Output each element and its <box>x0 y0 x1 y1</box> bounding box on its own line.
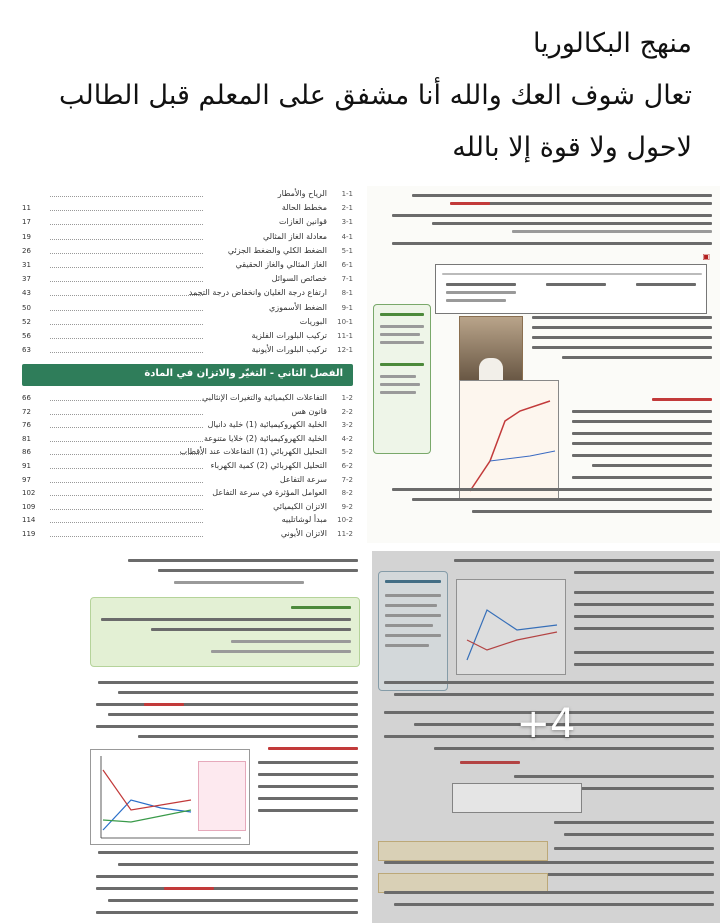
phase-curve <box>460 381 560 501</box>
toc-row <box>22 231 353 245</box>
toc-row-page: 97 <box>22 475 31 484</box>
toc-row-title: تركيب البلورات الأيونية <box>251 345 327 355</box>
toc-leader-dots <box>50 482 203 483</box>
toc-leader-dots <box>50 414 203 415</box>
toc-leader-dots <box>50 338 203 339</box>
photo-textbook-page-forces[interactable] <box>86 551 364 923</box>
toc-row <box>22 487 353 501</box>
toc-row <box>22 344 353 358</box>
photo-more-images[interactable] <box>372 551 720 923</box>
toc-leader-dots <box>50 239 203 240</box>
toc-row <box>22 188 353 202</box>
toc-row-page: 19 <box>22 232 31 241</box>
group-labels <box>198 761 246 831</box>
post-line-1: منهج البكالوريا <box>532 28 692 59</box>
toc-leader-dots <box>50 210 203 211</box>
toc-row <box>22 446 353 460</box>
toc-leader-dots <box>50 310 203 311</box>
toc-row-page: 86 <box>22 448 31 457</box>
toc-row-page: 91 <box>22 462 31 470</box>
toc-row-page: 114 <box>22 516 36 525</box>
toc-row <box>22 259 353 273</box>
toc-leader-dots <box>50 509 203 510</box>
toc-row <box>22 419 353 433</box>
toc-row-number: 1-1 <box>341 190 353 198</box>
toc-leader-dots <box>50 400 203 401</box>
toc-row-number: 2-1 <box>341 204 353 213</box>
toc-row <box>22 392 353 406</box>
toc-row-title: الاتزان الكيميائي <box>273 501 327 511</box>
toc-row-number: 11-1 <box>337 332 353 340</box>
toc-row-page: 50 <box>22 303 31 312</box>
toc-row-title: الخلية الكهروكيميائية (2) خلايا متنوعة <box>203 433 327 443</box>
toc-row <box>22 316 353 330</box>
toc-row-page: 56 <box>22 332 31 340</box>
toc-row <box>22 474 353 488</box>
more-images-count[interactable]: +4 <box>516 701 576 747</box>
toc-row-title: خصائص السوائل <box>271 274 327 284</box>
toc-row-number: 3-1 <box>341 218 353 227</box>
photo-gallery <box>0 186 720 923</box>
toc-row-number: 1-2 <box>341 394 353 402</box>
toc-row-number: 8-1 <box>341 289 353 298</box>
toc-row-number: 4-1 <box>341 232 353 241</box>
toc-row-title: قوانين الغازات <box>278 217 327 227</box>
toc-row-title: الرياح والأمطار <box>277 189 327 198</box>
toc-row-title: التفاعلات الكيميائية والتغيرات الإنثالبي <box>202 393 327 402</box>
toc-row <box>22 460 353 474</box>
toc-row-number: 10-2 <box>337 516 353 525</box>
toc-row <box>22 216 353 230</box>
toc-row-title: معادلة الغاز المثالي <box>262 231 327 241</box>
think-box <box>90 597 360 667</box>
toc-row <box>22 202 353 216</box>
toc-leader-dots <box>50 495 203 496</box>
toc-row-page: 102 <box>22 489 36 498</box>
toc-row-page: 81 <box>22 434 31 443</box>
chapter-heading: الفصل الثاني - التغيّر والاتزان في المادة <box>22 364 353 386</box>
toc-row-title: قانون هس <box>291 406 327 416</box>
toc-row-page: 76 <box>22 421 31 430</box>
toc-row-number: 7-2 <box>341 475 353 484</box>
post-line-3: لاحول ولا قوة إلا بالله <box>452 132 692 163</box>
equation-box-heading: ▣ <box>702 252 710 261</box>
toc-row <box>22 245 353 259</box>
toc-row-page: 31 <box>22 261 31 269</box>
toc-row <box>22 302 353 316</box>
toc-leader-dots <box>50 441 203 442</box>
toc-row-number: 10-1 <box>337 317 353 326</box>
toc-row <box>22 501 353 515</box>
toc-row-number: 5-2 <box>341 448 353 457</box>
toc-row-number: 4-2 <box>341 434 353 443</box>
toc-row-title: مخطط الحالة <box>281 203 327 213</box>
toc-row-number: 9-1 <box>341 303 353 312</box>
sidebar-box <box>373 304 431 454</box>
toc-row-title: الخلية الكهروكيميائية (1) خلية دانيال <box>207 420 327 430</box>
photo-textbook-page-temperature[interactable] <box>367 186 720 543</box>
toc-row-title: التحليل الكهربائي (1) التفاعلات عند الأقطاب <box>179 447 327 457</box>
toc-leader-dots <box>50 224 203 225</box>
toc-row-number: 6-2 <box>341 462 353 470</box>
toc-row-page: 26 <box>22 246 31 255</box>
toc-row-page: 17 <box>22 218 31 227</box>
toc-row <box>22 273 353 287</box>
toc-leader-dots <box>50 536 203 537</box>
post-text <box>32 18 692 174</box>
toc-row-page: 109 <box>22 502 36 511</box>
toc-row-title: الاتزان الأيوني <box>280 529 327 538</box>
toc-row-page: 119 <box>22 530 36 538</box>
toc-leader-dots <box>50 295 203 296</box>
toc-row <box>22 514 353 528</box>
toc-leader-dots <box>50 427 203 428</box>
toc-row-number: 6-1 <box>341 261 353 269</box>
toc-leader-dots <box>50 267 203 268</box>
toc-leader-dots <box>50 196 203 197</box>
toc-row-title: العوامل المؤثرة في سرعة التفاعل <box>212 488 327 498</box>
toc-row <box>22 406 353 420</box>
toc-row-number: 7-1 <box>341 275 353 284</box>
toc-row-page: 63 <box>22 346 31 355</box>
toc-row <box>22 287 353 301</box>
toc-row-number: 12-1 <box>337 346 353 355</box>
toc-leader-dots <box>50 522 203 523</box>
toc-row-number: 9-2 <box>341 502 353 511</box>
toc-row-title: الضغط الكلي والضغط الجزئي <box>227 245 327 255</box>
toc-row-title: الغاز المثالي والغاز الحقيقي <box>235 260 327 269</box>
toc-row-page: 52 <box>22 317 31 326</box>
toc-leader-dots <box>50 324 203 325</box>
toc-row-number: 3-2 <box>341 421 353 430</box>
toc-row-title: تركيب البلورات الفلزية <box>251 331 327 340</box>
toc-row-page: 72 <box>22 407 31 416</box>
toc-row-title: التحليل الكهربائي (2) كمية الكهرباء <box>210 461 327 470</box>
toc-row-page: 43 <box>22 289 31 298</box>
toc-row-title: مبدأ لوشاتلييه <box>281 515 327 525</box>
toc-row-page: 66 <box>22 394 31 402</box>
toc-leader-dots <box>50 454 203 455</box>
toc-row-title: البوريات <box>299 316 327 326</box>
toc-row <box>22 433 353 447</box>
toc-leader-dots <box>50 253 203 254</box>
toc-row <box>22 528 353 542</box>
toc-row-page: 11 <box>22 204 31 213</box>
toc-row-number: 5-1 <box>341 246 353 255</box>
toc-row-number: 2-2 <box>341 407 353 416</box>
toc-leader-dots <box>50 468 203 469</box>
toc-leader-dots <box>50 281 203 282</box>
toc-row-number: 11-2 <box>337 530 353 538</box>
toc-row-number: 8-2 <box>341 489 353 498</box>
toc-row <box>22 330 353 344</box>
toc-row-title: ارتفاع درجة الغليان وانخفاض درجة التجمد <box>188 288 327 298</box>
toc-leader-dots <box>50 352 203 353</box>
conversion-table <box>435 264 707 314</box>
post-line-2: تعال شوف العك والله أنا مشفق على المعلم قبل الطالب <box>58 80 692 111</box>
toc-row-title: الضغط الأسموزي <box>269 302 327 312</box>
toc-row-title: سرعة التفاعل <box>279 474 327 484</box>
phase-diagram-figure <box>459 380 559 500</box>
toc-row-page: 37 <box>22 275 31 284</box>
photo-table-of-contents[interactable] <box>14 186 359 543</box>
